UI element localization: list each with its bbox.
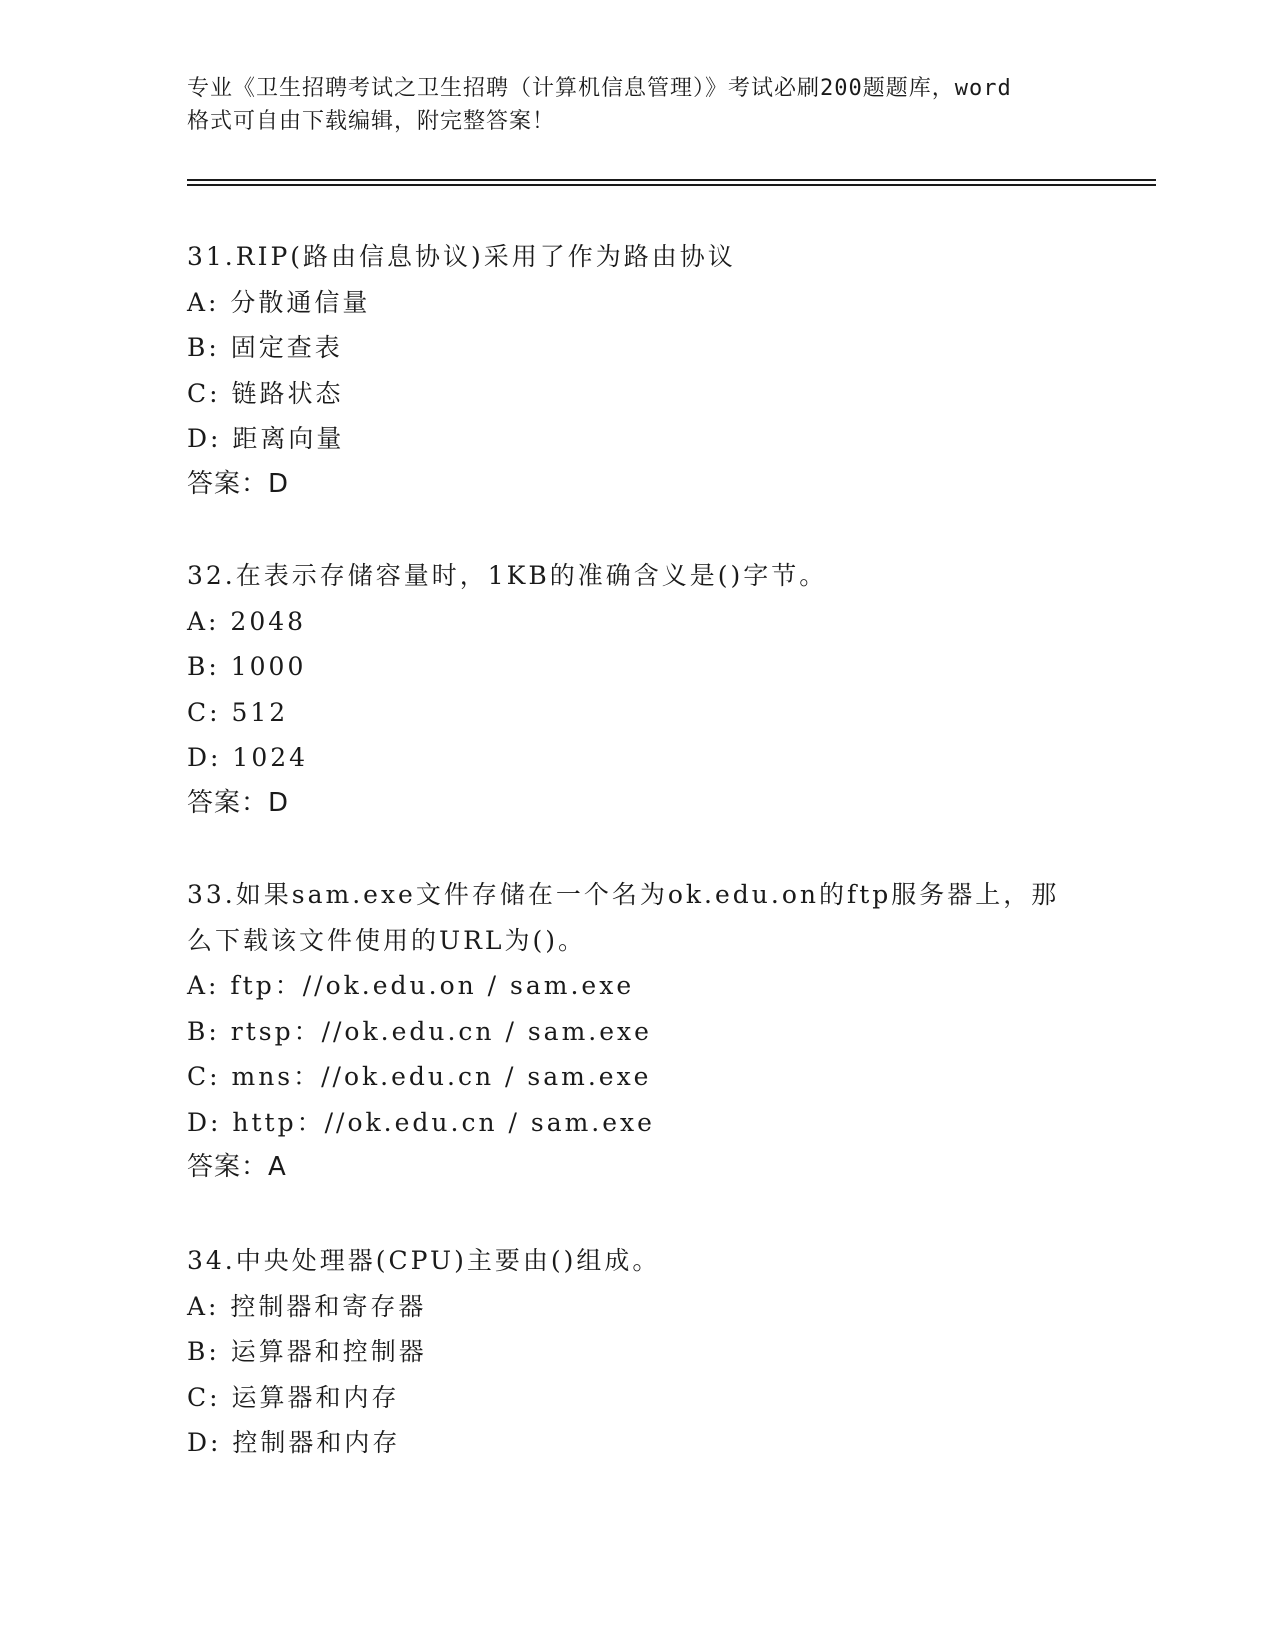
option-a: A: ftp：//ok.edu.on / sam.exe xyxy=(187,971,635,1000)
question-33 xyxy=(187,872,1107,1191)
option-a: A: 控制器和寄存器 xyxy=(187,1291,427,1321)
question-32 xyxy=(187,553,1107,826)
question-31 xyxy=(187,234,1107,507)
answer: 答案：A xyxy=(187,1152,287,1182)
question-stem-continued: 么下载该文件使用的URL为()。 xyxy=(187,925,587,955)
option-d: D: http：//ok.edu.cn / sam.exe xyxy=(187,1107,655,1137)
header-title-line-1: 专业《卫生招聘考试之卫生招聘（计算机信息管理）》考试必刷200题题库，word xyxy=(187,76,1012,101)
question-stem: 34.中央处理器(CPU)主要由()组成。 xyxy=(187,1246,661,1275)
answer: 答案：D xyxy=(187,787,290,818)
option-c: C: 运算器和内存 xyxy=(187,1382,400,1412)
answer: 答案：D xyxy=(187,468,290,499)
question-stem: 31.RIP(路由信息协议)采用了作为路由协议 xyxy=(187,242,736,271)
option-b: B: 1000 xyxy=(187,652,307,681)
option-d: D: 控制器和内存 xyxy=(187,1428,401,1457)
option-c: C: 链路状态 xyxy=(187,378,344,408)
header-title-line-2: 格式可自由下载编辑，附完整答案！ xyxy=(187,109,556,134)
question-stem: 33.如果sam.exe文件存储在一个名为ok.edu.on的ftp服务器上，那 xyxy=(187,880,1060,909)
document-header xyxy=(187,72,1107,138)
option-a: A: 2048 xyxy=(187,606,307,636)
option-b: B: 固定查表 xyxy=(187,333,343,362)
question-34 xyxy=(187,1238,1107,1466)
option-b: B: rtsp：//ok.edu.cn / sam.exe xyxy=(187,1016,652,1046)
header-divider-top xyxy=(187,179,1156,181)
option-c: C: mns：//ok.edu.cn / sam.exe xyxy=(187,1062,652,1091)
option-d: D: 1024 xyxy=(187,743,309,772)
option-c: C: 512 xyxy=(187,697,289,727)
option-a: A: 分散通信量 xyxy=(187,287,371,317)
header-divider-bottom xyxy=(187,184,1156,186)
option-b: B: 运算器和控制器 xyxy=(187,1337,427,1366)
question-stem: 32.在表示存储容量时，1KB的准确含义是()字节。 xyxy=(187,561,828,590)
option-d: D: 距离向量 xyxy=(187,424,345,453)
